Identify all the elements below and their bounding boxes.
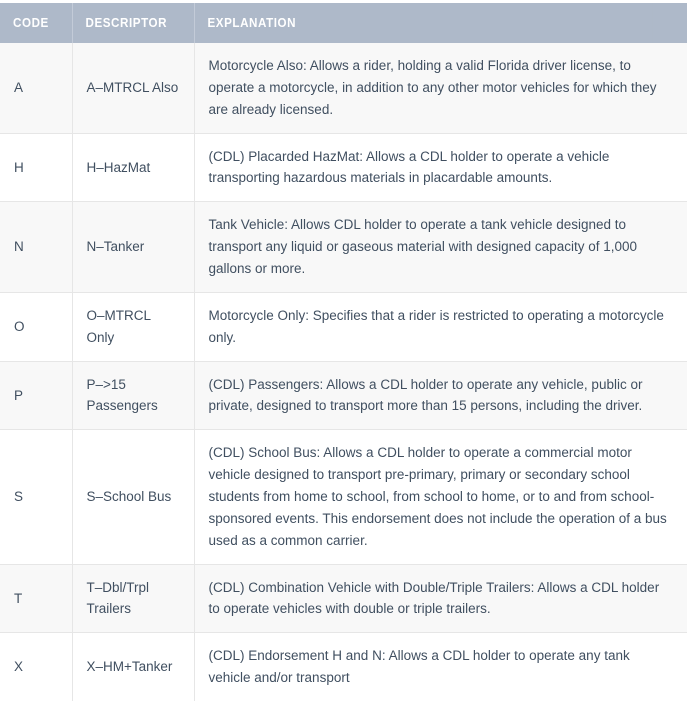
cell-descriptor: O–MTRCL Only [72,292,194,361]
cell-code: P [0,361,72,430]
cell-code: T [0,564,72,633]
cell-explanation: (CDL) School Bus: Allows a CDL holder to operate a commercial motor vehicle designed to transport pre-primary, primary or secondary school students from home to school, from school to home, or to and from school-sponsored events. This endorsement does not include the operation of a bus used as a common carrier. [194,430,687,564]
table-row [0,202,687,293]
table-body [0,43,687,701]
cell-code: A [0,43,72,133]
cell-code: N [0,202,72,293]
table-header-row [0,3,687,43]
cell-explanation: (CDL) Placarded HazMat: Allows a CDL holder to operate a vehicle transporting hazardous materials in placardable amounts. [194,133,687,202]
cell-descriptor: H–HazMat [72,133,194,202]
cell-code: X [0,633,72,701]
column-header-descriptor: DESCRIPTOR [72,3,185,43]
table-header [0,3,687,43]
table-row [0,430,687,564]
cell-explanation: (CDL) Combination Vehicle with Double/Triple Trailers: Allows a CDL holder to operate vehicles with double or triple trailers. [194,564,687,633]
cell-code: H [0,133,72,202]
cell-descriptor: P–>15 Passengers [72,361,194,430]
cell-descriptor: S–School Bus [72,430,194,564]
endorsement-codes-table [0,3,687,701]
cell-code: S [0,430,72,564]
column-header-code: CODE [0,3,67,43]
cell-explanation: (CDL) Endorsement H and N: Allows a CDL holder to operate any tank vehicle and/or transport [194,633,687,701]
table-row [0,43,687,133]
table-row [0,633,687,701]
table-row [0,292,687,361]
cell-code: O [0,292,72,361]
table-row [0,133,687,202]
cell-explanation: Motorcycle Also: Allows a rider, holding a valid Florida driver license, to operate a motorcycle, in addition to any other motor vehicles for which they are already licensed. [194,43,687,133]
column-header-explanation: EXPLANATION [194,3,652,43]
cell-descriptor: T–Dbl/Trpl Trailers [72,564,194,633]
cell-explanation: (CDL) Passengers: Allows a CDL holder to operate any vehicle, public or private, designed to transport more than 15 persons, including the driver. [194,361,687,430]
cell-descriptor: N–Tanker [72,202,194,293]
cell-explanation: Motorcycle Only: Specifies that a rider is restricted to operating a motorcycle only. [194,292,687,361]
cell-descriptor: X–HM+Tanker [72,633,194,701]
table-row [0,564,687,633]
cell-explanation: Tank Vehicle: Allows CDL holder to operate a tank vehicle designed to transport any liquid or gaseous material with designed capacity of 1,000 gallons or more. [194,202,687,293]
table-row [0,361,687,430]
cell-descriptor: A–MTRCL Also [72,43,194,133]
